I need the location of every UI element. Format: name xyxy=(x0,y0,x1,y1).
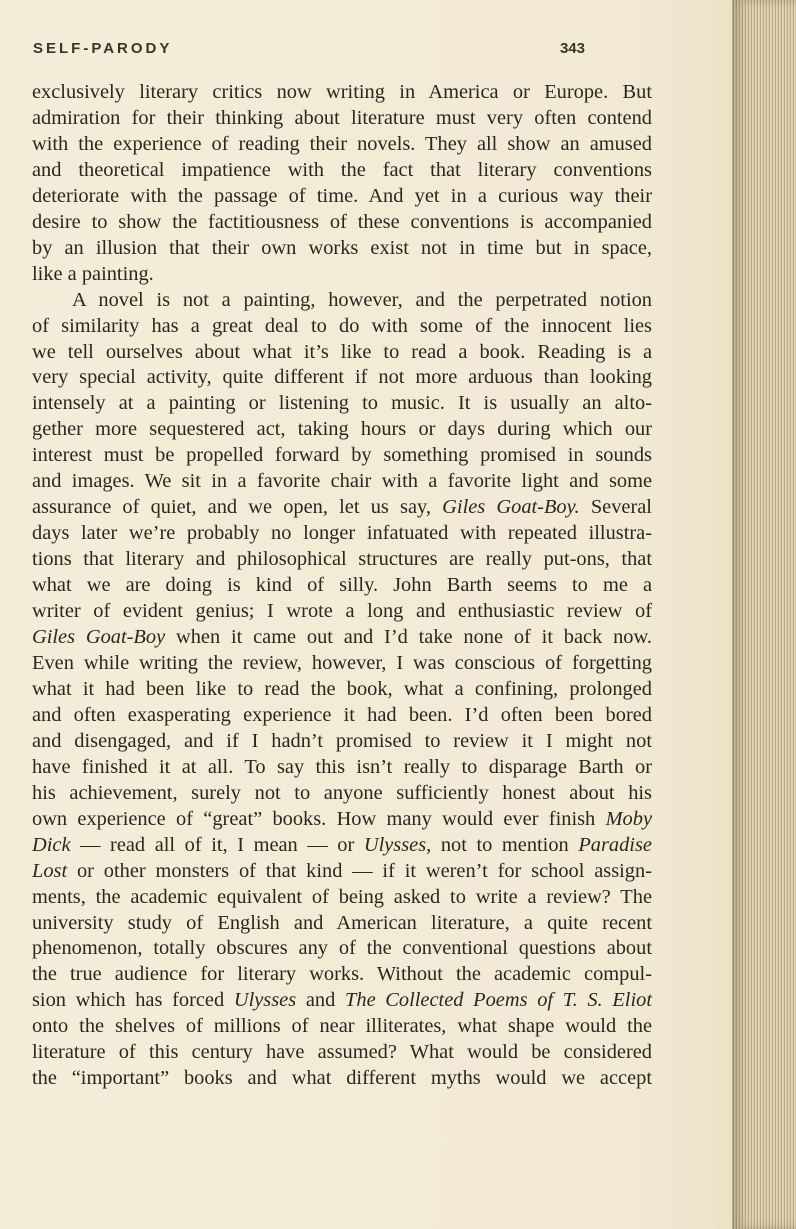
text-line: very special activity, quite different if not more arduous than looking xyxy=(32,366,652,389)
text-line: university study of English and American literature, a quite recent xyxy=(32,911,652,934)
text-line: of similarity has a great deal to do with some of the innocent lies xyxy=(32,314,652,337)
text-span: assurance of quiet, and we open, let us say, xyxy=(32,496,431,519)
italic-title: Ulysses, xyxy=(363,833,432,856)
text-line: what it had been like to read the book, what a confining, prolonged xyxy=(32,677,652,700)
italic-title: Moby xyxy=(605,807,652,830)
text-line: A novel is not a painting, however, and the perpetrated notion xyxy=(72,288,652,311)
italic-title: Paradise xyxy=(578,833,652,856)
body-text xyxy=(32,80,652,1092)
italic-title: Giles Goat-Boy xyxy=(32,626,166,649)
italic-title: Ulysses xyxy=(233,989,297,1012)
text-span: when it came out and I’d take none of it back now. xyxy=(175,626,652,649)
text-line: admiration for their thinking about literature must very often contend xyxy=(32,106,652,129)
text-line xyxy=(32,625,652,651)
text-line: desire to show the factitiousness of these conventions is accompanied xyxy=(32,210,652,233)
text-line: and images. We sit in a favorite chair with a favorite light and some xyxy=(32,470,652,493)
text-line: we tell ourselves about what it’s like to read a book. Reading is a xyxy=(32,340,652,363)
text-line: and theoretical impatience with the fact that literary conventions xyxy=(32,158,652,181)
text-line: the “important” books and what different myths would we accept xyxy=(32,1067,652,1090)
text-span: or other monsters of that kind — if it weren’t for school assign- xyxy=(76,859,652,882)
text-line: and often exasperating experience it had been. I’d often been bored xyxy=(32,703,652,726)
page-header xyxy=(33,40,585,57)
text-line: have finished it at all. To say this isn’t really to disparage Barth or xyxy=(32,755,652,778)
text-line: ments, the academic equivalent of being asked to write a review? The xyxy=(32,885,652,908)
text-line: by an illusion that their own works exist not in time but in space, xyxy=(32,236,652,259)
text-line: interest must be propelled forward by something promised in sounds xyxy=(32,444,652,467)
text-line xyxy=(32,495,652,521)
text-line: days later we’re probably no longer infatuated with repeated illustra- xyxy=(32,522,652,545)
text-line: exclusively literary critics now writing in America or Europe. But xyxy=(32,81,652,103)
italic-title: Giles Goat-Boy. xyxy=(442,496,580,519)
italic-title: Lost xyxy=(32,859,68,882)
text-line: onto the shelves of millions of near illiterates, what shape would the xyxy=(32,1015,652,1038)
text-line: deteriorate with the passage of time. And yet in a curious way their xyxy=(32,184,652,207)
text-line: literature of this century have assumed? What would be considered xyxy=(32,1041,652,1064)
text-line: tions that literary and philosophical structures are really put-ons, that xyxy=(32,548,652,571)
text-line: what we are doing is kind of silly. John Barth seems to me a xyxy=(32,574,652,597)
text-line: his achievement, surely not to anyone sufficiently honest about his xyxy=(32,781,652,804)
text-line xyxy=(32,833,652,859)
text-span: sion which has forced xyxy=(32,989,225,1012)
italic-title: The Collected Poems of T. S. Eliot xyxy=(345,989,652,1012)
text-line: and disengaged, and if I hadn’t promised to review it I might not xyxy=(32,729,652,752)
text-line xyxy=(32,988,652,1014)
italic-title: Dick xyxy=(32,833,71,856)
text-span: Several xyxy=(590,496,652,519)
text-line: like a painting. xyxy=(32,262,154,285)
text-span: and xyxy=(305,989,336,1012)
text-line: the true audience for literary works. Without the academic compul- xyxy=(32,963,652,986)
text-line: intensely at a painting or listening to music. It is usually an alto- xyxy=(32,392,652,415)
book-page-edge xyxy=(732,0,796,1229)
text-line: with the experience of reading their novels. They all show an amused xyxy=(32,132,652,155)
text-span: not to mention xyxy=(440,833,569,856)
text-line xyxy=(32,859,652,885)
text-line: writer of evident genius; I wrote a long and enthusiastic review of xyxy=(32,600,652,623)
running-head: SELF-PARODY xyxy=(33,40,173,57)
text-line: Even while writing the review, however, I was conscious of forgetting xyxy=(32,651,652,674)
page-number: 343 xyxy=(559,40,585,57)
text-line xyxy=(32,807,652,833)
text-line: gether more sequestered act, taking hours or days during which our xyxy=(32,418,652,441)
text-span: own experience of “great” books. How many would ever finish xyxy=(32,807,596,830)
text-span: — read all of it, I mean — or xyxy=(80,833,355,856)
text-line: phenomenon, totally obscures any of the conventional questions about xyxy=(32,937,652,960)
